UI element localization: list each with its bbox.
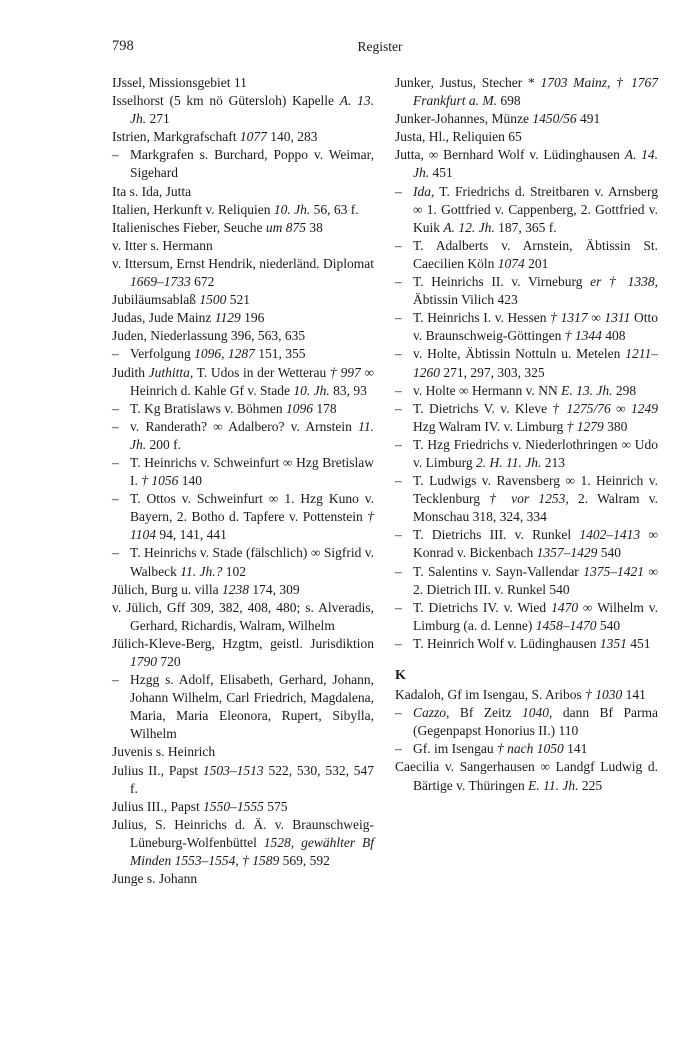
index-subentry — [395, 237, 658, 273]
entry-text: T. Udos in der Wetterau — [193, 364, 330, 380]
index-subentry — [395, 704, 658, 740]
entry-italic-text: A. 14. Jh. — [413, 147, 659, 181]
entry-italic-text: E. 13. Jh. — [561, 382, 613, 398]
entry-italic-text: 1096, 1287 — [194, 346, 255, 362]
index-subentry — [395, 273, 658, 309]
entry-text: 141 — [622, 687, 646, 703]
index-entry — [112, 364, 374, 400]
subentry-dash: – — [395, 473, 402, 489]
subentry-dash: – — [112, 346, 119, 362]
entry-text: 408 — [601, 328, 626, 344]
entry-text: ∞ — [587, 310, 605, 326]
entry-text: ∞ Heinrich d. Kahle Gf v. Stade — [130, 364, 375, 398]
index-column-left — [112, 74, 374, 888]
entry-text: Otto v. Braunschweig-Göttingen — [413, 310, 658, 344]
entry-italic-text: E. 11. Jh. — [528, 777, 579, 793]
entry-italic-text: 1074 — [497, 255, 525, 271]
entry-text: 271 — [146, 111, 170, 127]
entry-italic-text: 1790 — [130, 654, 157, 669]
index-entry — [112, 201, 374, 219]
entry-italic-text: A. 12. Jh. — [443, 219, 495, 235]
index-entry — [112, 291, 374, 309]
entry-text: Junker, Justus, Stecher * — [395, 75, 541, 90]
entry-text: Judith — [112, 364, 149, 380]
entry-text: 201 — [524, 255, 549, 271]
entry-text: Julius, S. Heinrichs d. Ä. v. Braunschweig-Lüneburg-Wolfenbüttel — [112, 816, 374, 850]
entry-text: T. Dietrichs III. v. Runkel — [413, 527, 580, 543]
entry-text: 540 — [597, 545, 621, 561]
entry-text: 140, 283 — [266, 129, 318, 145]
entry-text: Äbtissin Vilich 423 — [413, 292, 518, 308]
index-subentry — [395, 635, 658, 653]
index-subentry — [112, 671, 374, 743]
entry-text: 491 — [576, 111, 601, 127]
entry-text: Isselhorst (5 km nö Gütersloh) Kapelle — [112, 93, 340, 109]
entry-text: Justa, Hl., Reliquien 65 — [395, 129, 522, 145]
entry-italic-text: 1211–1260 — [413, 346, 658, 380]
entry-text: Juden, Niederlassung 396, 563, 635 — [112, 328, 306, 344]
entry-text: Judas, Jude Mainz — [112, 310, 215, 326]
index-entry — [112, 870, 374, 888]
index-entry — [112, 327, 374, 345]
entry-text: 672 — [190, 274, 215, 290]
entry-text: Markgrafen s. Burchard, Poppo v. Weimar, Sigehard — [130, 147, 374, 181]
subentry-dash: – — [395, 346, 402, 362]
entry-text: 380 — [603, 418, 628, 434]
entry-text: Gf. im Isengau — [413, 741, 497, 757]
entry-text: T. Heinrichs II. v. Virneburg — [413, 274, 591, 290]
entry-text: 521 — [226, 292, 250, 308]
entry-italic-text: 11. Jh. — [130, 418, 374, 452]
entry-text: 2. Walram v. Monschau 318, 324, 334 — [413, 491, 658, 525]
entry-text: 187, 365 f. — [494, 219, 557, 235]
entry-text: v. Holte ∞ Hermann v. NN — [413, 382, 562, 398]
entry-text: T. Ottos v. Schweinfurt ∞ 1. Hzg Kuno v. Bayern, 2. Botho d. Tapfere v. Pottenstein — [130, 491, 374, 525]
subentry-dash: – — [395, 599, 402, 615]
entry-text: 102 — [222, 563, 247, 579]
entry-text: T. Heinrich Wolf v. Lüdinghausen — [413, 635, 600, 651]
entry-italic-text: 1129 — [214, 310, 241, 326]
entry-text: 56, 63 f. — [310, 201, 359, 217]
index-subentry — [395, 740, 658, 758]
index-subentry — [112, 490, 374, 544]
entry-text: IJssel, Missionsgebiet 11 — [112, 75, 247, 90]
index-entry — [395, 686, 658, 704]
entry-text: Jubiläumsablaß — [112, 292, 200, 308]
entry-text: 140 — [178, 473, 202, 489]
index-subentry — [395, 563, 658, 599]
entry-italic-text: 1077 — [239, 129, 267, 145]
entry-text: ∞ 2. Dietrich III. v. Runkel 540 — [413, 563, 658, 597]
index-subentry — [112, 400, 374, 418]
entry-text: 575 — [263, 798, 288, 814]
entry-italic-text: † vor 1253, — [489, 491, 569, 507]
index-entry — [112, 255, 374, 291]
entry-text: Hzg Walram IV. v. Limburg — [413, 418, 567, 434]
index-entry — [112, 581, 374, 599]
entry-text: Italien, Herkunft v. Reliquien — [112, 201, 274, 217]
index-entry — [112, 599, 374, 635]
entry-text: 569, 592 — [279, 853, 330, 869]
entry-italic-text: 10. Jh. — [273, 201, 311, 217]
entry-text: 196 — [240, 310, 265, 326]
entry-text: 451 — [626, 635, 651, 651]
index-subentry — [395, 526, 658, 562]
index-subentry — [112, 418, 374, 454]
subentry-dash: – — [395, 183, 402, 199]
index-subentry — [395, 309, 658, 345]
entry-italic-text: 10. Jh. — [293, 382, 330, 398]
entry-text: Junge s. Johann — [112, 871, 198, 887]
index-entry — [112, 128, 374, 146]
entry-text: v. Randerath? ∞ Adalbero? v. Arnstein — [130, 418, 359, 434]
entry-text: Bf Zeitz — [449, 705, 523, 721]
entry-text: Verfolgung — [130, 346, 195, 362]
subentry-dash: – — [112, 454, 119, 470]
entry-text: 298 — [612, 382, 637, 398]
entry-italic-text: † 1279 — [566, 418, 604, 434]
entry-text: ∞ Wilhelm v. Limburg (a. d. Lenne) — [413, 599, 659, 633]
index-entry — [112, 309, 374, 327]
entry-text: Caecilia v. Sangerhausen ∞ Landgf Ludwig d. Bärtige v. Thüringen — [395, 759, 658, 793]
entry-text: Jülich, Burg u. villa — [112, 581, 222, 597]
index-entry — [112, 74, 374, 92]
entry-italic-text: 1357–1429 — [536, 545, 598, 561]
entry-italic-text: 1351 — [599, 635, 627, 651]
index-section-letter: K — [395, 668, 406, 683]
entry-text: 38 — [306, 219, 323, 235]
index-entry — [112, 183, 374, 201]
entry-text: 83, 93 — [329, 382, 367, 398]
entry-italic-text: 1375–1421 — [583, 563, 644, 579]
entry-italic-text: 1669–1733 — [130, 274, 191, 290]
subentry-dash: – — [395, 741, 402, 757]
entry-text: ∞ Konrad v. Bickenbach — [413, 527, 658, 561]
subentry-dash: – — [395, 527, 402, 543]
entry-text: T. Ludwigs v. Ravensberg ∞ 1. Heinrich v. Tecklenburg — [413, 473, 658, 507]
page-number: 798 — [112, 38, 134, 54]
entry-text: ∞ — [610, 400, 631, 416]
entry-text: v. Jülich, Gff 309, 382, 408, 480; s. Alveradis, Gerhard, Richardis, Walram, Wilhelm — [112, 599, 374, 633]
entry-text: dann Bf Parma (Gegenpapst Honorius II.) 110 — [413, 705, 659, 739]
index-subentry — [112, 345, 374, 363]
index-entry — [112, 798, 374, 816]
entry-italic-text: 1040, — [522, 705, 553, 721]
entry-italic-text: 1500 — [199, 292, 227, 308]
index-entry — [395, 128, 658, 146]
subentry-dash: – — [112, 418, 119, 434]
subentry-dash: – — [395, 274, 402, 290]
entry-text: Jutta, ∞ Bernhard Wolf v. Lüdinghausen — [395, 147, 625, 163]
entry-italic-text: 1096 — [285, 400, 313, 416]
entry-italic-text: † 1056 — [141, 473, 179, 489]
entry-text: Junker-Johannes, Münze — [395, 111, 533, 127]
subentry-dash: – — [395, 635, 402, 651]
index-entry — [395, 146, 658, 182]
entry-italic-text: 1703 Mainz, † 1767 Frankfurt a. M. — [413, 75, 658, 109]
entry-text: T. Hzg Friedrichs v. Niederlothringen ∞ Udo v. Limburg — [413, 436, 658, 470]
running-head: Register — [357, 39, 403, 54]
entry-text: 174, 309 — [249, 581, 300, 597]
entry-italic-text: 1311 — [604, 310, 631, 326]
entry-text: T. Dietrichs V. v. Kleve — [413, 400, 553, 416]
subentry-dash: – — [395, 563, 402, 579]
entry-italic-text: 1528, gewählter Bf Minden 1553–1554, † 1589 — [130, 834, 374, 869]
index-entry — [112, 635, 374, 671]
entry-text: 540 — [596, 617, 621, 633]
subentry-dash: – — [395, 400, 402, 416]
entry-text: 94, 141, 441 — [156, 527, 227, 543]
entry-text: Juvenis s. Heinrich — [112, 744, 216, 760]
entry-text: 720 — [157, 654, 181, 669]
entry-text: 522, 530, 532, 547 f. — [130, 762, 375, 796]
entry-italic-text: † 997 — [329, 364, 361, 380]
subentry-dash: – — [395, 310, 402, 326]
entry-text: 451 — [429, 165, 453, 181]
entry-text: Ita s. Ida, Jutta — [112, 183, 192, 199]
entry-italic-text: er † 1338, — [590, 274, 658, 290]
index-subentry — [395, 400, 658, 436]
entry-italic-text: 1450/56 — [532, 111, 577, 127]
index-entry — [112, 237, 374, 255]
subentry-dash: – — [112, 147, 119, 163]
entry-text: T. Kg Bratislaws v. Böhmen — [130, 400, 286, 416]
entry-text: T. Friedrichs d. Streitbaren v. Arnsberg ∞ 1. Gottfried v. Cappenberg, 2. Gottfried v. Kuik — [413, 183, 658, 235]
entry-italic-text: 1238 — [222, 581, 249, 597]
entry-text: Kadaloh, Gf im Isengau, S. Aribos — [395, 687, 586, 703]
entry-text: Istrien, Markgrafschaft — [112, 129, 240, 145]
index-entry — [395, 110, 658, 128]
index-column-right — [395, 74, 658, 795]
index-subentry — [395, 382, 658, 400]
entry-text: Julius II., Papst — [112, 762, 203, 778]
index-subentry — [112, 146, 374, 182]
subentry-dash: – — [395, 382, 402, 398]
index-entry — [395, 74, 658, 110]
entry-text: 225 — [578, 777, 603, 793]
entry-italic-text: A. 13. Jh. — [130, 93, 374, 127]
entry-italic-text: 1503–1513 — [202, 762, 264, 778]
index-subentry — [395, 472, 658, 526]
entry-italic-text: um 875 — [265, 219, 307, 235]
entry-text: 271, 297, 303, 325 — [440, 364, 545, 380]
entry-text: Hzgg s. Adolf, Elisabeth, Gerhard, Johann, Johann Wilhelm, Carl Friedrich, Magdalena, Maria, Maria Eleonora, Rupert, Sibylla, Wilhelm — [130, 672, 374, 742]
subentry-dash: – — [395, 436, 402, 452]
entry-text: Julius III., Papst — [112, 798, 204, 814]
entry-text: Jülich-Kleve-Berg, Hzgtm, geistl. Jurisdiktion — [112, 635, 374, 651]
subentry-dash: – — [395, 705, 402, 721]
entry-italic-text: 1458–1470 — [535, 617, 597, 633]
entry-text: T. Heinrichs v. Stade (fälschlich) ∞ Sigfrid v. Walbeck — [130, 545, 374, 579]
entry-text: T. Heinrichs v. Schweinfurt ∞ Hzg Bretislaw I. — [130, 454, 374, 489]
entry-text: 698 — [497, 93, 521, 109]
entry-italic-text: 1550–1555 — [203, 798, 264, 814]
entry-text: v. Ittersum, Ernst Hendrik, niederländ. Diplomat — [112, 255, 374, 271]
index-subentry — [112, 544, 374, 580]
index-entry — [112, 219, 374, 237]
index-subentry — [395, 345, 658, 381]
index-subentry — [112, 454, 374, 490]
entry-text: 213 — [541, 454, 565, 470]
entry-text: v. Holte, Äbtissin Nottuln u. Metelen — [413, 346, 626, 362]
index-entry — [112, 92, 374, 128]
entry-italic-text: 1249 — [631, 400, 658, 416]
subentry-dash: – — [395, 237, 402, 253]
entry-italic-text: 1402–1413 — [579, 527, 641, 543]
entry-text: 200 f. — [146, 436, 181, 452]
entry-text: v. Itter s. Hermann — [112, 237, 213, 253]
subentry-dash: – — [112, 545, 119, 561]
entry-italic-text: 11. Jh.? — [180, 563, 223, 579]
entry-italic-text: † 1275/76 — [552, 400, 611, 416]
entry-italic-text: † nach 1050 — [496, 741, 564, 757]
index-subentry — [395, 436, 658, 472]
entry-italic-text: † 1030 — [585, 687, 623, 703]
entry-text: T. Adalberts v. Arnstein, Äbtissin St. Caecilien Köln — [413, 237, 658, 271]
entry-text: 178 — [312, 400, 337, 416]
index-entry — [112, 762, 374, 798]
entry-italic-text: † 1344 — [564, 328, 602, 344]
index-entry — [112, 743, 374, 761]
entry-italic-text: Ida, — [413, 183, 435, 199]
entry-text: T. Salentins v. Sayn-Vallendar — [413, 563, 584, 579]
entry-italic-text: 1470 — [551, 599, 579, 615]
entry-italic-text: 2. H. 11. Jh. — [476, 454, 542, 470]
entry-italic-text: Cazzo, — [413, 705, 450, 721]
entry-text: 151, 355 — [254, 346, 306, 362]
subentry-dash: – — [112, 400, 119, 416]
subentry-dash: – — [112, 491, 119, 507]
index-subentry — [395, 183, 658, 237]
entry-text: T. Heinrichs I. v. Hessen — [413, 310, 551, 326]
index-entry — [112, 816, 374, 870]
entry-text: 141 — [563, 741, 588, 757]
index-subentry — [395, 599, 658, 635]
entry-italic-text: † 1317 — [550, 310, 588, 326]
entry-italic-text: Juthitta, — [148, 364, 194, 380]
entry-text: T. Dietrichs IV. v. Wied — [413, 599, 552, 615]
entry-text: Italienisches Fieber, Seuche — [112, 219, 266, 235]
index-entry — [395, 758, 658, 794]
entry-italic-text: † 1104 — [130, 509, 374, 543]
subentry-dash: – — [112, 672, 119, 688]
